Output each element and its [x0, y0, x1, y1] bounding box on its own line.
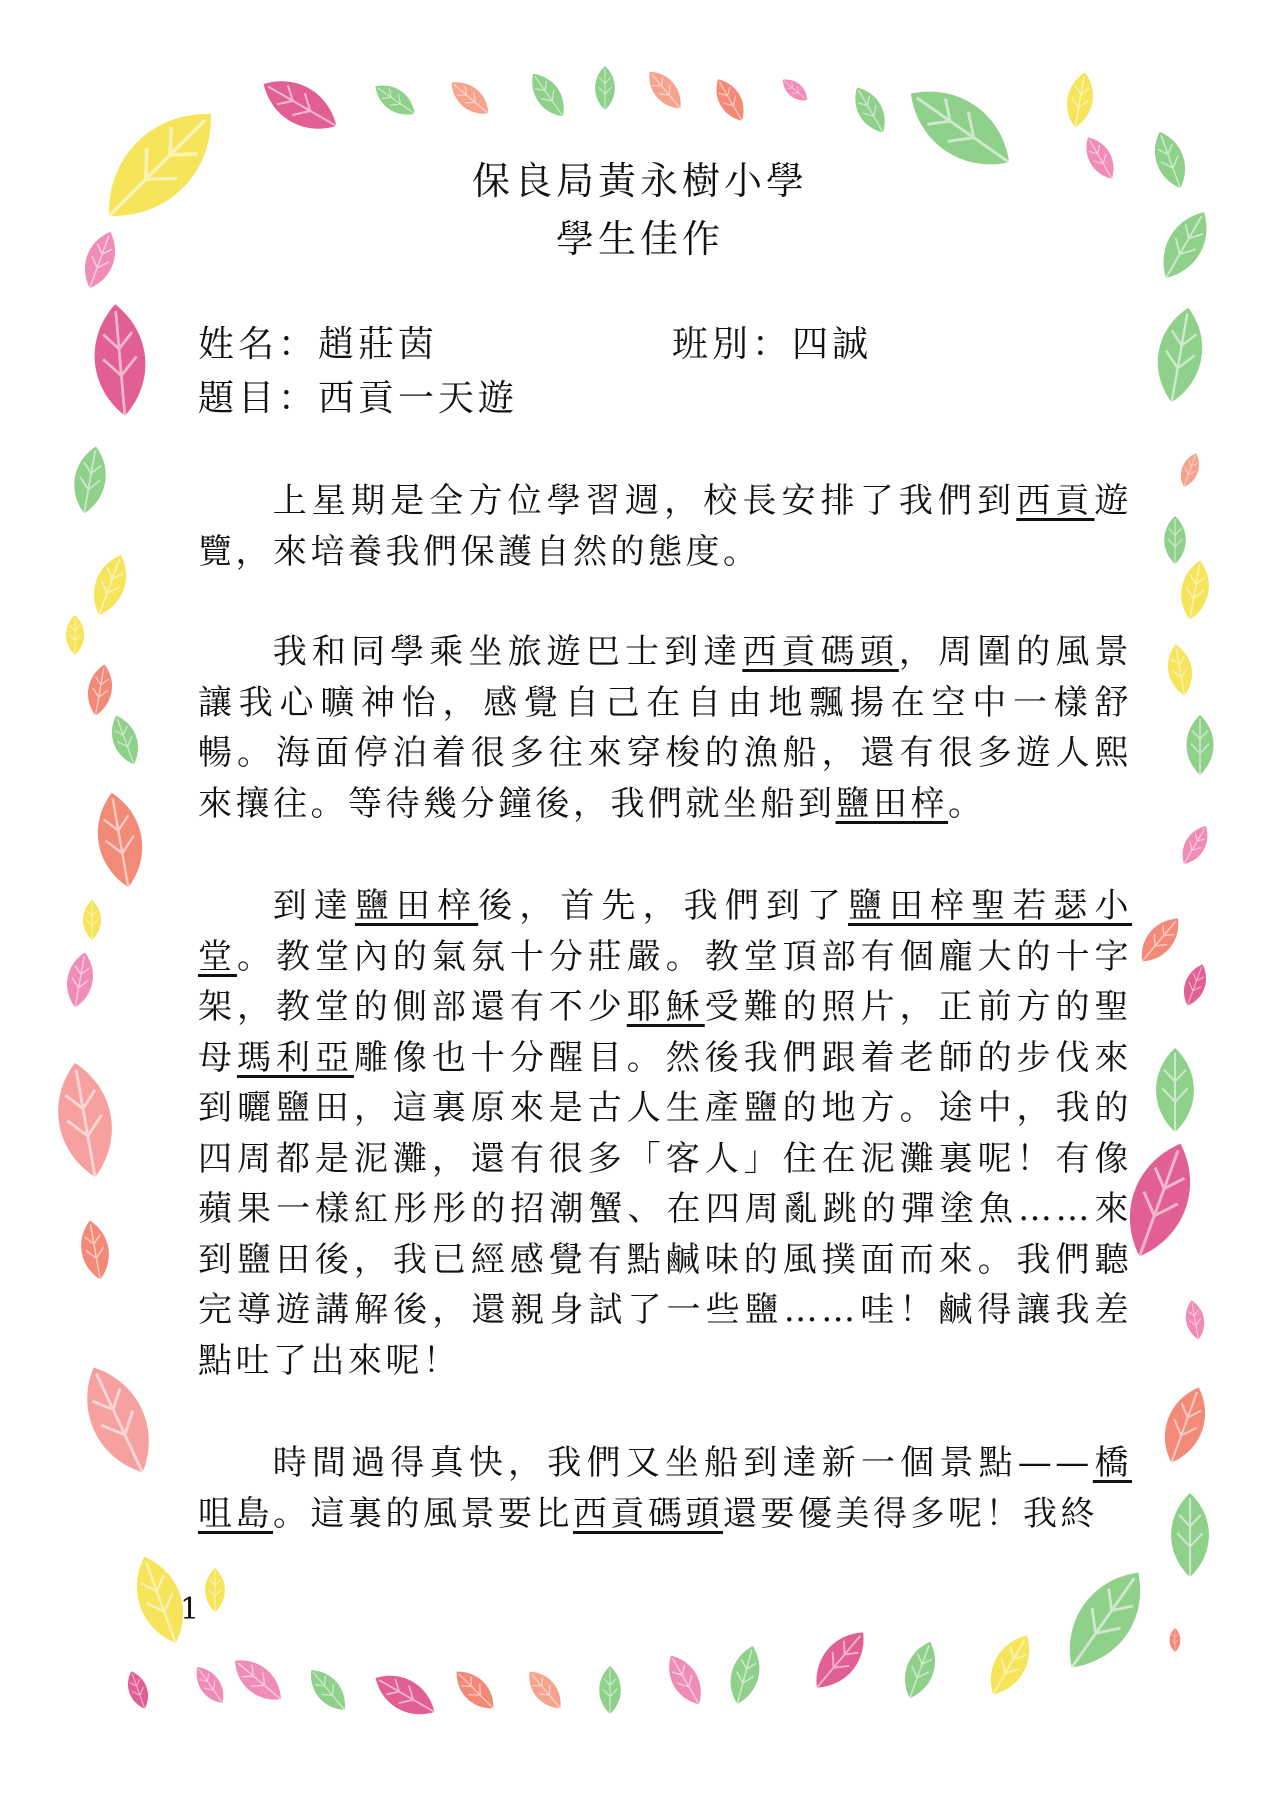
paragraph-text: 上星期是全方位學習週，校長安排了我們到 [272, 481, 1017, 521]
essay-paragraph [198, 627, 1132, 829]
paragraph-text: 。教堂內的氣氛十分莊嚴。教堂頂部有個龐大的十字架，教堂的側部還有不少 [198, 936, 1133, 1027]
paragraph-text: 後，首先，我們到了 [478, 886, 848, 926]
leaf-icon [66, 615, 84, 655]
leaf-icon [76, 1218, 113, 1282]
title-label: 題目： [198, 378, 319, 419]
underlined-proper-noun: 瑪利亞 [236, 1037, 354, 1078]
leaf-icon [123, 1668, 154, 1712]
leaf-icon [778, 74, 812, 106]
underlined-proper-noun: 鹽田梓 [835, 783, 948, 824]
leaf-icon [980, 1628, 1041, 1702]
class-value: 四誠 [792, 324, 873, 365]
paragraph-text: 到達 [272, 886, 355, 926]
essay-title: 西貢一天遊 [318, 378, 519, 419]
leaf-icon [445, 74, 496, 121]
leaf-icon [709, 74, 752, 126]
leaf-icon [1164, 516, 1186, 564]
leaf-icon [524, 67, 573, 123]
leaf-icon [599, 1666, 621, 1714]
leaf-icon [1170, 1628, 1181, 1652]
paragraph-text: 遊覽，來培養我們保護自然的態度。 [198, 481, 1133, 572]
underlined-proper-noun: 鹽田梓 [354, 886, 479, 926]
leaf-icon [189, 1661, 230, 1708]
leaf-icon [595, 66, 615, 110]
leaf-icon [49, 1058, 121, 1181]
leaf-icon [1171, 1493, 1209, 1577]
paragraph-text: 還要優美得多呢！我終 [723, 1493, 1098, 1534]
class-label: 班別： [672, 324, 793, 365]
essay-paragraph [198, 1438, 1132, 1539]
leaf-icon [63, 950, 98, 1010]
leaf-icon [1178, 961, 1212, 1009]
leaf-icon [69, 444, 111, 516]
leaf-icon [84, 662, 116, 717]
paragraph-text: 受難的照片，正前方的聖母 [198, 987, 1133, 1078]
page-number: 1 [180, 1592, 200, 1627]
underlined-proper-noun: 橋咀島 [198, 1443, 1133, 1534]
leaf-icon [302, 1663, 353, 1718]
leaf-icon [105, 712, 145, 769]
leaf-icon [70, 1356, 166, 1483]
leaf-icon [847, 82, 893, 139]
leaf-icon [1164, 642, 1196, 697]
leaf-icon [1063, 70, 1098, 130]
student-name: 趙莊茵 [318, 324, 439, 365]
paragraph-text: 時間過得真快，我們又坐船到達新一個景點—— [272, 1443, 1093, 1483]
paragraph-text: 我和同學乘坐旅遊巴士到達 [272, 632, 743, 672]
leaf-icon [1050, 1558, 1159, 1683]
leaf-icon [804, 1622, 875, 1698]
leaf-icon [205, 1568, 225, 1612]
leaf-icon [1132, 910, 1187, 969]
leaf-icon [448, 1663, 501, 1716]
student-name-line [198, 316, 438, 367]
leaf-icon [83, 900, 101, 940]
leaf-icon [86, 550, 135, 620]
leaf-icon [1150, 304, 1209, 406]
page-subtitle: 學生佳作 [555, 217, 724, 261]
leaf-icon [90, 789, 149, 891]
leaf-icon [368, 1665, 442, 1726]
leaf-icon [226, 1650, 289, 1709]
leaf-icon [90, 302, 150, 418]
leaf-icon [1175, 821, 1214, 869]
underlined-proper-noun: 鹽田梓聖若瑟小堂 [198, 886, 1133, 977]
leaf-icon [1176, 558, 1213, 622]
leaf-icon [369, 77, 421, 122]
name-label: 姓名： [198, 324, 319, 365]
leaf-icon [1187, 715, 1214, 775]
leaf-icon [1183, 1299, 1208, 1342]
leaf-icon [1154, 1381, 1215, 1468]
leaf-icon [521, 1665, 568, 1716]
essay-paragraph [198, 881, 1132, 1386]
essay-paragraph [198, 476, 1132, 577]
paragraph-text: 雕像也十分醒目。然後我們跟着老師的步伐來到曬鹽田，這裏原來是古人生產鹽的地方。途中，我的四周都是泥灘，還有很多「客人」住在泥灘裏呢！有像蘋果一樣紅彤彤的招潮蟹、在四周亂跳的彈塗魚……來到鹽田後，我已經感覺有點鹹味的風撲面而來。我們聽完導遊講解後，還親身試了一些鹽……哇！鹹得讓我差點吐了出來呢！ [198, 1037, 1133, 1381]
paragraph-text: 。這裏的風景要比 [273, 1493, 573, 1534]
leaf-icon [1156, 1048, 1194, 1132]
underlined-proper-noun: 西貢碼頭 [742, 632, 899, 672]
leaf-icon [660, 1649, 710, 1710]
leaf-icon [1176, 450, 1204, 489]
leaf-icon [641, 65, 688, 116]
underlined-proper-noun: 西貢 [1016, 481, 1095, 521]
underlined-proper-noun: 西貢碼頭 [573, 1493, 723, 1534]
essay-title-line [198, 370, 518, 421]
class-line [672, 316, 872, 367]
paragraph-text: 。 [948, 783, 986, 824]
school-name: 保良局黃永樹小學 [471, 159, 808, 203]
leaf-icon [254, 68, 346, 143]
paragraph-text: ，周圍的風景讓我心曠神怡，感覺自己在自由地飄揚在空中一樣舒暢。海面停泊着很多往來穿梭的漁船，還有很多遊人熙來攘往。等待幾分鐘後，我們就坐船到 [198, 632, 1133, 824]
leaf-icon [724, 1643, 766, 1708]
underlined-proper-noun: 耶穌 [626, 987, 705, 1027]
leaf-icon [897, 1637, 943, 1703]
